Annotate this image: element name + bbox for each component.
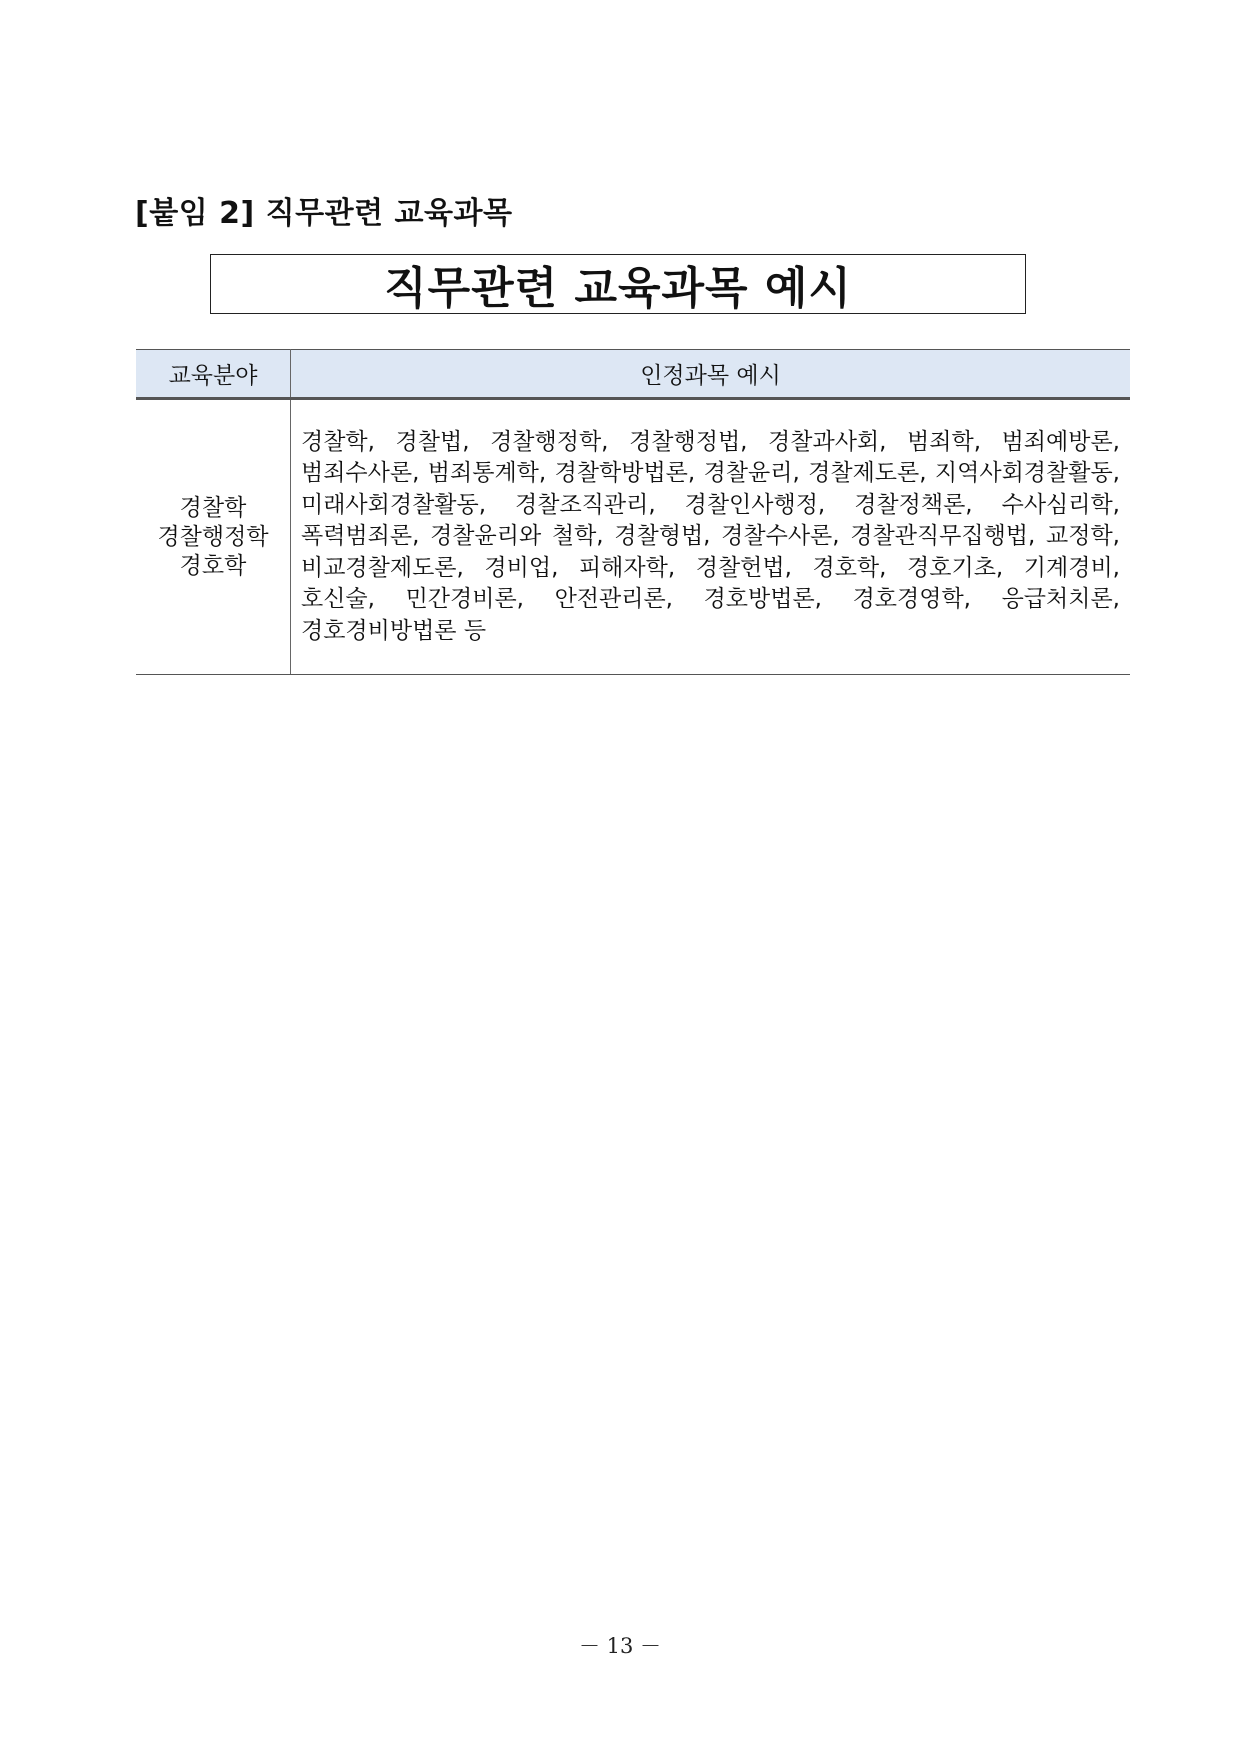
table-header-row (136, 350, 1130, 399)
header-courses: 인정과목 예시 (291, 350, 1131, 399)
document-title: 직무관련 교육과목 예시 (384, 263, 852, 314)
field-name: 경찰행정학 (157, 523, 269, 550)
course-table (136, 349, 1130, 675)
field-cell (136, 399, 291, 675)
courses-cell (291, 399, 1131, 675)
attachment-heading: [붙임 2] 직무관련 교육과목 (135, 196, 513, 231)
page-number: － 13 － (578, 1634, 662, 1658)
course-list: 경찰학, 경찰법, 경찰행정학, 경찰행정법, 경찰과사회, 범죄학, 범죄예방론, 범죄수사론, 범죄통계학, 경찰학방법론, 경찰윤리, 경찰제도론, 지역사회경찰활동, 미래사회경찰활동, 경찰조직관리, 경찰인사행정, 경찰정책론, 수사심리학, 폭력범죄론, 경찰윤리와 철학, 경찰형법, 경찰수사론, 경찰관직무집행법, 교정학, 비교경찰제도론, 경비업, 피해자학, 경찰헌법, 경호학, 경호기초, 기계경비, 호신술, 민간경비론, 안전관리론, 경호방법론, 경호경영학, 응급처치론, 경호경비방법론 등 (301, 428, 1120, 644)
header-field: 교육분야 (136, 350, 291, 399)
table-row (136, 399, 1130, 675)
field-name: 경찰학 (179, 494, 247, 521)
field-name: 경호학 (179, 552, 247, 579)
title-box (210, 254, 1026, 314)
